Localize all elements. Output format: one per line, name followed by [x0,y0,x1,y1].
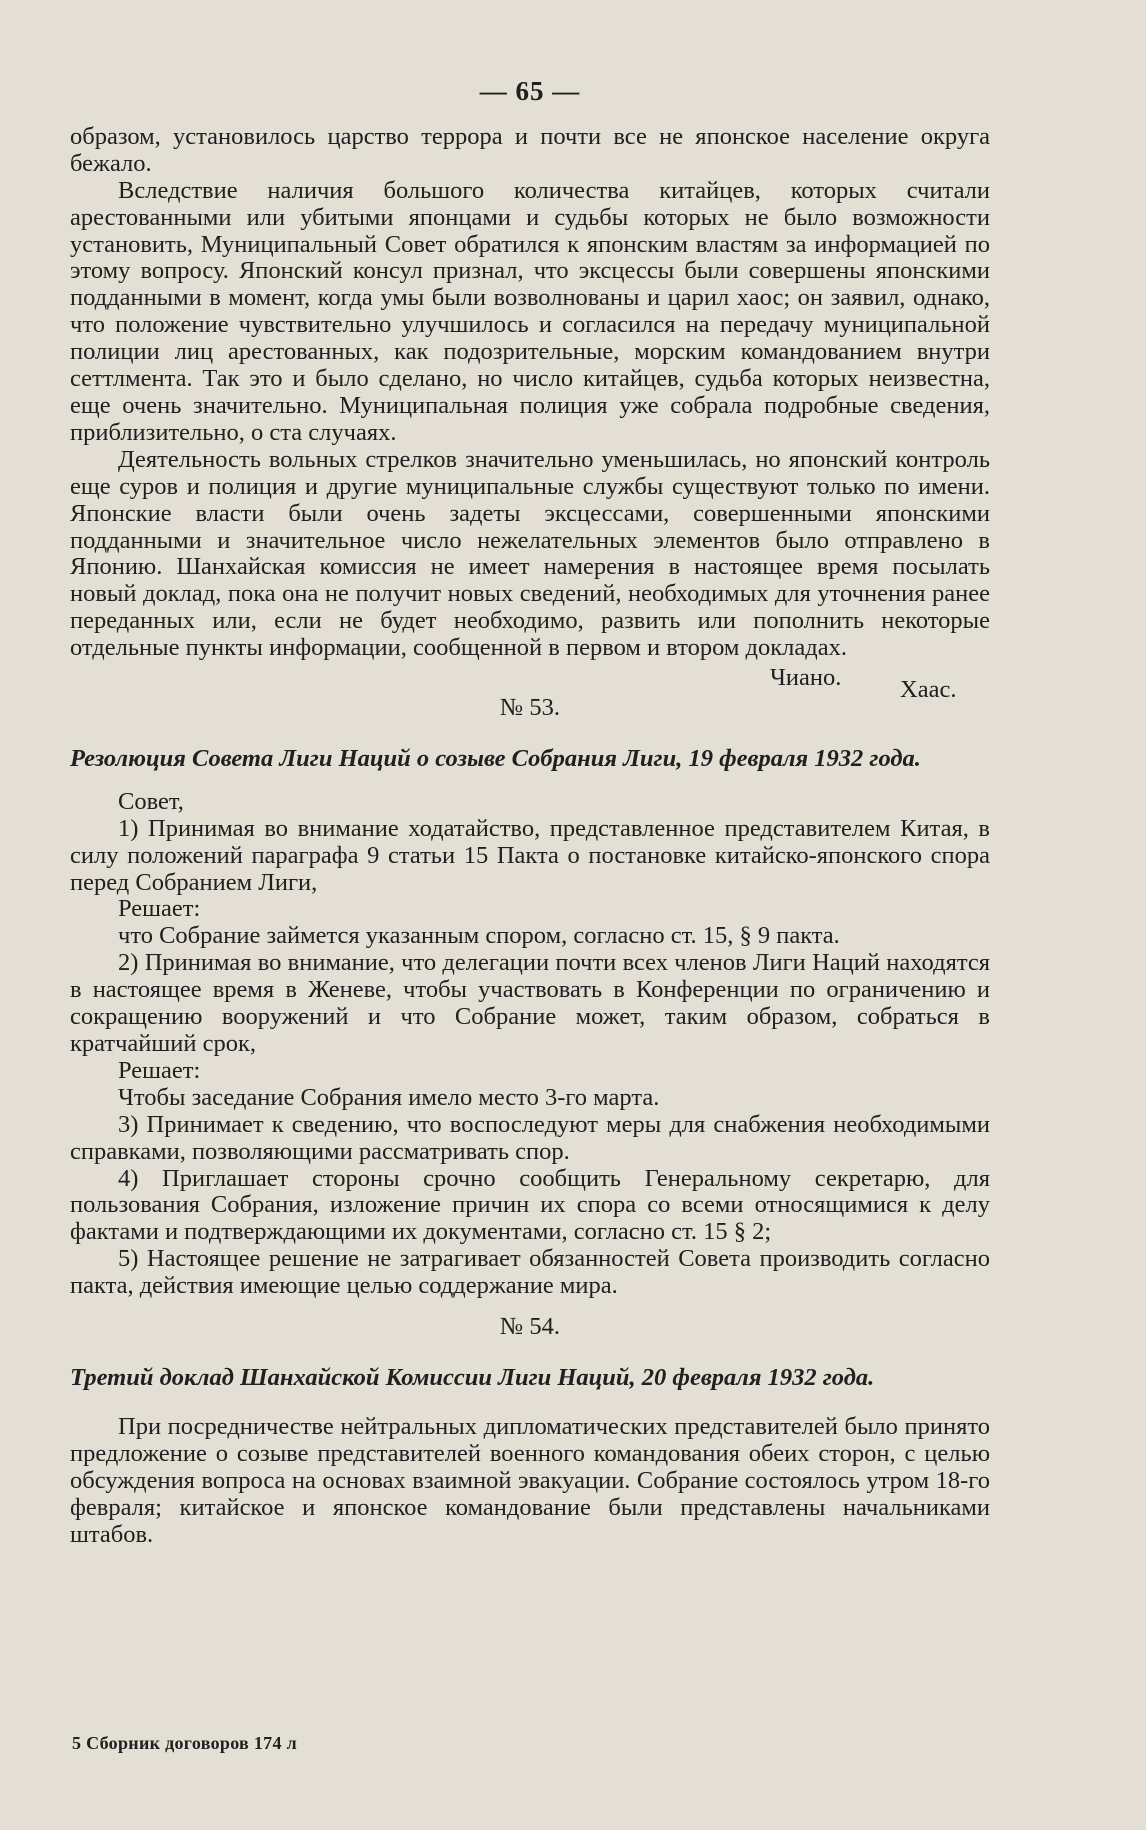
doc-53-line: Решает: [118,1056,201,1084]
doc-53-line: 5) Настоящее решение не затрагивает обязанностей Совета производить согласно пакта, действия имеющие целью соддержание мира. [70,1245,990,1300]
paragraph-activity: Деятельность вольных стрелков значительно уменьшилась, но японский контроль еще суров и полиция и другие муниципальные службы существуют только по имени. Японские власти были очень задеты эксцессами, совершенными японскими подданными и значительное число нежелательных элементов было отправлено в Японию. Шанхайская комиссия не имеет намерения в настоящее время посылать новый доклад, пока она не получит новых сведений, необходимых для уточнения ранее переданных или, если не будет необходимо, развить или пополнить некоторые отдельные пункты информации, сообщенной в первом и втором докладах. [70,445,990,662]
doc-54-heading: Третий доклад Шанхайской Комиссии Лиги Наций, 20 февраля 1932 года. [70,1363,875,1391]
signatures [70,664,990,704]
doc-53-line: что Собрание займется указанным спором, согласно ст. 15, § 9 пакта. [118,922,840,950]
text-column [70,78,990,1548]
doc-53-line: 1) Принимая во внимание ходатайство, представленное представителем Китая, в силу положений параграфа 9 статьи 15 Пакта о постановке китайско-японского спора перед Собранием Лиги, [70,814,990,896]
page-number: — 65 — [479,76,581,106]
doc-54-paragraph: При посредничестве нейтральных дипломатических представителей было принято предложение о созыве представителей военного командования обеих сторон, с целью обсуждения вопроса на основах взаимной эвакуации. Собрание состоялось утром 18-го февраля; китайское и японское командование были представлены начальниками штабов. [70,1412,990,1548]
doc-53-heading: Резолюция Совета Лиги Наций о созыве Собрания Лиги, 19 февраля 1932 года. [70,744,921,772]
doc-53-line: Решает: [118,895,201,923]
paragraph-arrests: Вследствие наличия большого количества китайцев, которых считали арестованными или убитыми японцами и судьбы которых не было возможности установить, Муниципальный Совет обратился к японским властям за информацией по этому вопросу. Японский консул признал, что эксцессы были совершены японскими подданными в момент, когда умы были возволнованы и царил хаос; он заявил, однако, что положение чувствительно улучшилось и согласился на передачу муниципальной полиции лиц арестованных, как подозрительные, морским командованием внутри сеттлмента. Так это и было сделано, но число китайцев, судьба которых неизвестна, еще очень значительно. Муниципальная полиция уже собрала подробные сведения, приблизительно, о ста случаях. [70,176,990,446]
signature-ciano: Чиано. [770,664,842,692]
doc-53-line: 4) Приглашает стороны срочно сообщить Генеральному секретарю, для пользования Собрания, изложение причин их спора со всеми относящимися к делу фактами и подтверждающими их документами, согласно ст. 15 § 2; [70,1164,990,1246]
doc-54-number: № 54. [499,1313,561,1341]
doc-53-line: 3) Принимает к сведению, что воспоследуют меры для снабжения необходимыми справками, позволяющими рассматривать спор. [70,1110,990,1165]
paragraph-continued: образом, установилось царство террора и почти все не японское население округа бежало. [70,122,990,177]
doc-53-line: Совет, [118,787,184,815]
doc-53-line: Чтобы заседание Собрания имело место 3-го марта. [118,1083,660,1111]
page-footer: 5 Сборник договоров 174 л [72,1733,297,1753]
signature-haas: Хаас. [900,676,957,704]
doc-53-number: № 53. [499,694,561,722]
doc-53-line: 2) Принимая во внимание, что делегации почти всех членов Лиги Наций находятся в настоящее время в Женеве, чтобы участвовать в Конференции по ограничению и сокращению вооружений и что Собрание может, таким образом, собраться в кратчайший срок, [70,949,990,1057]
